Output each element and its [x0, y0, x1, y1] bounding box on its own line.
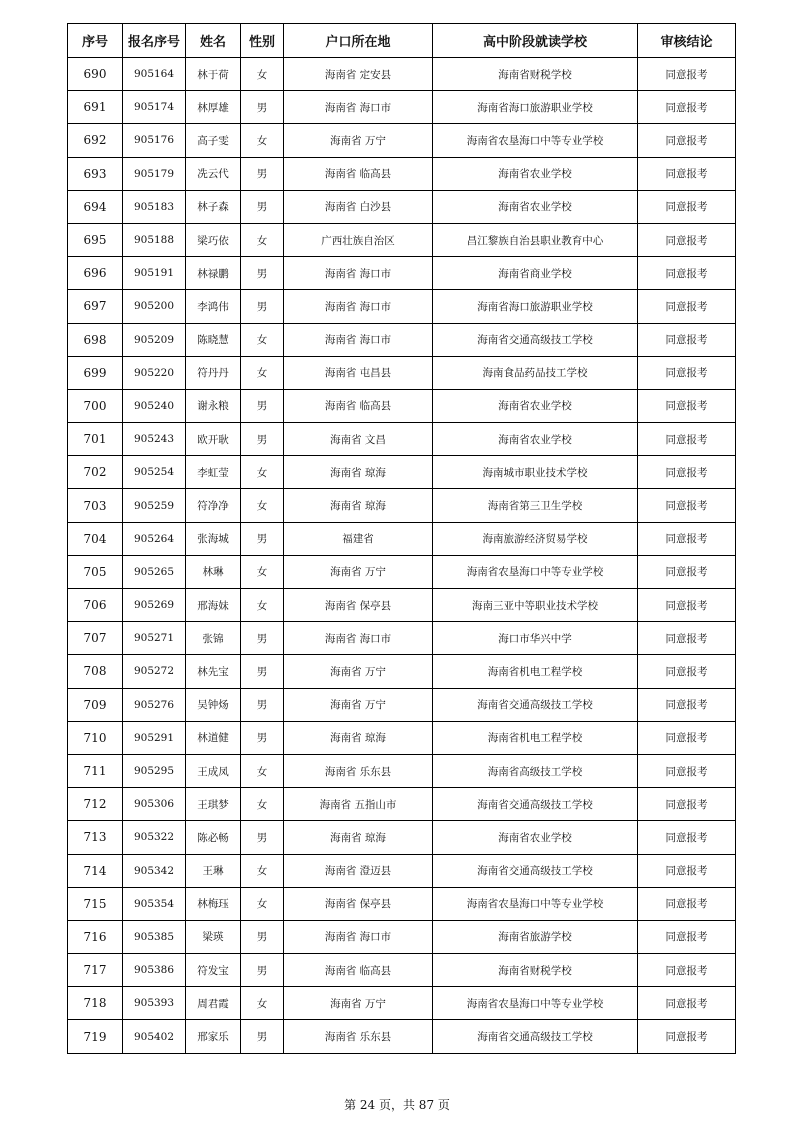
cell-hukou: 海南省 保亭县: [284, 589, 433, 622]
cell-result: 同意报考: [638, 190, 736, 223]
table-row: [68, 920, 736, 953]
cell-gender: 男: [241, 522, 284, 555]
cell-hukou: 海南省 乐东县: [284, 1020, 433, 1053]
cell-hukou: 海南省 海口市: [284, 290, 433, 323]
header-school: 高中阶段就读学校: [433, 24, 638, 58]
cell-seq: 692: [68, 124, 123, 157]
table-row: [68, 456, 736, 489]
cell-name: 邢家乐: [186, 1020, 241, 1053]
cell-hukou: 海南省 万宁: [284, 688, 433, 721]
cell-hukou: 海南省 万宁: [284, 124, 433, 157]
cell-hukou: 海南省 万宁: [284, 555, 433, 588]
cell-seq: 691: [68, 91, 123, 124]
cell-result: 同意报考: [638, 788, 736, 821]
cell-name: 王琳: [186, 854, 241, 887]
cell-reg-no: 905200: [123, 290, 186, 323]
cell-reg-no: 905272: [123, 655, 186, 688]
cell-gender: 女: [241, 356, 284, 389]
cell-hukou: 海南省 临高县: [284, 954, 433, 987]
cell-seq: 707: [68, 622, 123, 655]
cell-gender: 女: [241, 489, 284, 522]
table-row: [68, 124, 736, 157]
cell-school: 海南三亚中等职业技术学校: [433, 589, 638, 622]
cell-name: 王成凤: [186, 754, 241, 787]
cell-reg-no: 905174: [123, 91, 186, 124]
cell-gender: 男: [241, 257, 284, 290]
cell-result: 同意报考: [638, 257, 736, 290]
cell-result: 同意报考: [638, 887, 736, 920]
cell-hukou: 福建省: [284, 522, 433, 555]
cell-seq: 708: [68, 655, 123, 688]
cell-school: 海南城市职业技术学校: [433, 456, 638, 489]
cell-school: 海南省机电工程学校: [433, 721, 638, 754]
table-row: [68, 954, 736, 987]
cell-seq: 715: [68, 887, 123, 920]
cell-hukou: 海南省 屯昌县: [284, 356, 433, 389]
cell-reg-no: 905164: [123, 58, 186, 91]
cell-reg-no: 905243: [123, 423, 186, 456]
cell-name: 符丹丹: [186, 356, 241, 389]
cell-gender: 男: [241, 1020, 284, 1053]
cell-reg-no: 905393: [123, 987, 186, 1020]
cell-reg-no: 905191: [123, 257, 186, 290]
cell-name: 林梅珏: [186, 887, 241, 920]
cell-name: 林琳: [186, 555, 241, 588]
cell-name: 林于荷: [186, 58, 241, 91]
table-row: [68, 622, 736, 655]
cell-name: 林子森: [186, 190, 241, 223]
cell-reg-no: 905240: [123, 389, 186, 422]
cell-name: 梁巧依: [186, 223, 241, 256]
header-result: 审核结论: [638, 24, 736, 58]
table-row: [68, 788, 736, 821]
cell-seq: 711: [68, 754, 123, 787]
cell-school: 海南省农垦海口中等专业学校: [433, 887, 638, 920]
cell-seq: 696: [68, 257, 123, 290]
cell-gender: 男: [241, 423, 284, 456]
cell-school: 海南省海口旅游职业学校: [433, 91, 638, 124]
table-row: [68, 522, 736, 555]
cell-seq: 693: [68, 157, 123, 190]
cell-school: 海南省海口旅游职业学校: [433, 290, 638, 323]
cell-gender: 女: [241, 987, 284, 1020]
cell-hukou: 海南省 琼海: [284, 721, 433, 754]
cell-hukou: 海南省 琼海: [284, 456, 433, 489]
cell-result: 同意报考: [638, 124, 736, 157]
cell-gender: 女: [241, 754, 284, 787]
cell-gender: 男: [241, 655, 284, 688]
cell-school: 海南省农业学校: [433, 190, 638, 223]
cell-result: 同意报考: [638, 58, 736, 91]
table-row: [68, 688, 736, 721]
cell-reg-no: 905176: [123, 124, 186, 157]
table-row: [68, 821, 736, 854]
cell-seq: 695: [68, 223, 123, 256]
applicant-table: [67, 23, 736, 1054]
cell-gender: 男: [241, 821, 284, 854]
table-row: [68, 223, 736, 256]
cell-hukou: 海南省 乐东县: [284, 754, 433, 787]
cell-result: 同意报考: [638, 821, 736, 854]
cell-result: 同意报考: [638, 356, 736, 389]
cell-gender: 女: [241, 223, 284, 256]
cell-gender: 男: [241, 622, 284, 655]
cell-school: 海南旅游经济贸易学校: [433, 522, 638, 555]
cell-name: 林道健: [186, 721, 241, 754]
cell-school: 海南省农垦海口中等专业学校: [433, 555, 638, 588]
table-row: [68, 854, 736, 887]
cell-seq: 704: [68, 522, 123, 555]
header-gender: 性别: [241, 24, 284, 58]
cell-gender: 女: [241, 887, 284, 920]
cell-hukou: 海南省 琼海: [284, 821, 433, 854]
cell-school: 海南省第三卫生学校: [433, 489, 638, 522]
cell-gender: 男: [241, 389, 284, 422]
cell-reg-no: 905354: [123, 887, 186, 920]
table-row: [68, 721, 736, 754]
cell-seq: 719: [68, 1020, 123, 1053]
table-row: [68, 589, 736, 622]
cell-school: 海南省农垦海口中等专业学校: [433, 987, 638, 1020]
cell-reg-no: 905342: [123, 854, 186, 887]
cell-reg-no: 905402: [123, 1020, 186, 1053]
cell-hukou: 海南省 临高县: [284, 157, 433, 190]
cell-gender: 男: [241, 190, 284, 223]
cell-school: 海南食品药品技工学校: [433, 356, 638, 389]
cell-school: 海南省机电工程学校: [433, 655, 638, 688]
cell-name: 陈必畅: [186, 821, 241, 854]
cell-seq: 717: [68, 954, 123, 987]
cell-result: 同意报考: [638, 290, 736, 323]
cell-result: 同意报考: [638, 223, 736, 256]
header-seq: 序号: [68, 24, 123, 58]
cell-gender: 女: [241, 124, 284, 157]
cell-seq: 694: [68, 190, 123, 223]
cell-hukou: 海南省 文昌: [284, 423, 433, 456]
cell-seq: 709: [68, 688, 123, 721]
cell-school: 海南省农业学校: [433, 389, 638, 422]
header-hukou: 户口所在地: [284, 24, 433, 58]
cell-hukou: 海南省 定安县: [284, 58, 433, 91]
cell-seq: 712: [68, 788, 123, 821]
cell-school: 海南省农业学校: [433, 821, 638, 854]
cell-result: 同意报考: [638, 987, 736, 1020]
cell-reg-no: 905306: [123, 788, 186, 821]
cell-seq: 716: [68, 920, 123, 953]
cell-result: 同意报考: [638, 423, 736, 456]
cell-name: 谢永粮: [186, 389, 241, 422]
cell-hukou: 海南省 海口市: [284, 920, 433, 953]
cell-school: 海南省农垦海口中等专业学校: [433, 124, 638, 157]
cell-school: 海南省农业学校: [433, 157, 638, 190]
cell-reg-no: 905188: [123, 223, 186, 256]
table-row: [68, 423, 736, 456]
cell-result: 同意报考: [638, 489, 736, 522]
cell-school: 海南省高级技工学校: [433, 754, 638, 787]
cell-seq: 713: [68, 821, 123, 854]
cell-gender: 男: [241, 954, 284, 987]
cell-hukou: 海南省 海口市: [284, 91, 433, 124]
cell-name: 周君霞: [186, 987, 241, 1020]
table-row: [68, 58, 736, 91]
cell-school: 海南省交通高级技工学校: [433, 688, 638, 721]
cell-reg-no: 905264: [123, 522, 186, 555]
cell-hukou: 海南省 保亭县: [284, 887, 433, 920]
cell-hukou: 广西壮族自治区: [284, 223, 433, 256]
cell-hukou: 海南省 海口市: [284, 257, 433, 290]
cell-result: 同意报考: [638, 91, 736, 124]
cell-seq: 706: [68, 589, 123, 622]
table-row: [68, 555, 736, 588]
cell-reg-no: 905276: [123, 688, 186, 721]
table-row: [68, 887, 736, 920]
cell-result: 同意报考: [638, 389, 736, 422]
cell-school: 海南省交通高级技工学校: [433, 1020, 638, 1053]
cell-result: 同意报考: [638, 954, 736, 987]
table-row: [68, 323, 736, 356]
cell-school: 海南省交通高级技工学校: [433, 323, 638, 356]
cell-hukou: 海南省 琼海: [284, 489, 433, 522]
cell-result: 同意报考: [638, 854, 736, 887]
cell-hukou: 海南省 五指山市: [284, 788, 433, 821]
header-reg-no: 报名序号: [123, 24, 186, 58]
cell-name: 吴钟炀: [186, 688, 241, 721]
table-row: [68, 489, 736, 522]
cell-name: 符发宝: [186, 954, 241, 987]
cell-name: 欧开耿: [186, 423, 241, 456]
cell-reg-no: 905179: [123, 157, 186, 190]
cell-seq: 710: [68, 721, 123, 754]
cell-gender: 男: [241, 91, 284, 124]
table-row: [68, 257, 736, 290]
cell-name: 张海城: [186, 522, 241, 555]
cell-gender: 女: [241, 323, 284, 356]
cell-name: 邢海妹: [186, 589, 241, 622]
cell-reg-no: 905386: [123, 954, 186, 987]
header-name: 姓名: [186, 24, 241, 58]
cell-hukou: 海南省 万宁: [284, 655, 433, 688]
cell-gender: 女: [241, 854, 284, 887]
cell-reg-no: 905269: [123, 589, 186, 622]
table-row: [68, 754, 736, 787]
table-row: [68, 389, 736, 422]
cell-seq: 701: [68, 423, 123, 456]
cell-reg-no: 905271: [123, 622, 186, 655]
cell-seq: 700: [68, 389, 123, 422]
cell-gender: 男: [241, 920, 284, 953]
cell-reg-no: 905295: [123, 754, 186, 787]
cell-reg-no: 905209: [123, 323, 186, 356]
cell-seq: 703: [68, 489, 123, 522]
cell-name: 高子雯: [186, 124, 241, 157]
cell-hukou: 海南省 白沙县: [284, 190, 433, 223]
cell-reg-no: 905385: [123, 920, 186, 953]
cell-name: 冼云代: [186, 157, 241, 190]
table-header-row: [68, 24, 736, 58]
cell-hukou: 海南省 临高县: [284, 389, 433, 422]
cell-result: 同意报考: [638, 157, 736, 190]
cell-gender: 男: [241, 721, 284, 754]
cell-hukou: 海南省 万宁: [284, 987, 433, 1020]
cell-reg-no: 905259: [123, 489, 186, 522]
cell-gender: 男: [241, 157, 284, 190]
cell-seq: 702: [68, 456, 123, 489]
table-body: [68, 58, 736, 1054]
cell-gender: 男: [241, 290, 284, 323]
table-row: [68, 655, 736, 688]
cell-result: 同意报考: [638, 688, 736, 721]
table-row: [68, 157, 736, 190]
cell-name: 李鸿伟: [186, 290, 241, 323]
cell-reg-no: 905322: [123, 821, 186, 854]
cell-school: 海南省财税学校: [433, 954, 638, 987]
cell-result: 同意报考: [638, 1020, 736, 1053]
cell-result: 同意报考: [638, 920, 736, 953]
cell-hukou: 海南省 海口市: [284, 323, 433, 356]
cell-school: 海南省农业学校: [433, 423, 638, 456]
table-row: [68, 987, 736, 1020]
cell-seq: 697: [68, 290, 123, 323]
cell-result: 同意报考: [638, 622, 736, 655]
cell-seq: 690: [68, 58, 123, 91]
cell-school: 海南省商业学校: [433, 257, 638, 290]
cell-gender: 女: [241, 788, 284, 821]
cell-name: 陈晓慧: [186, 323, 241, 356]
cell-reg-no: 905220: [123, 356, 186, 389]
cell-reg-no: 905254: [123, 456, 186, 489]
cell-name: 符净净: [186, 489, 241, 522]
cell-school: 海南省交通高级技工学校: [433, 854, 638, 887]
cell-result: 同意报考: [638, 589, 736, 622]
cell-name: 梁瑛: [186, 920, 241, 953]
cell-result: 同意报考: [638, 754, 736, 787]
cell-name: 李虹莹: [186, 456, 241, 489]
cell-reg-no: 905265: [123, 555, 186, 588]
cell-result: 同意报考: [638, 522, 736, 555]
cell-hukou: 海南省 海口市: [284, 622, 433, 655]
cell-result: 同意报考: [638, 323, 736, 356]
cell-seq: 698: [68, 323, 123, 356]
table-row: [68, 190, 736, 223]
cell-result: 同意报考: [638, 456, 736, 489]
cell-reg-no: 905183: [123, 190, 186, 223]
page-number: 第 24 页，共 87 页: [344, 1098, 450, 1112]
cell-seq: 718: [68, 987, 123, 1020]
cell-school: 海南省交通高级技工学校: [433, 788, 638, 821]
cell-seq: 699: [68, 356, 123, 389]
cell-name: 张锦: [186, 622, 241, 655]
cell-name: 林先宝: [186, 655, 241, 688]
cell-gender: 女: [241, 58, 284, 91]
cell-gender: 女: [241, 555, 284, 588]
cell-school: 昌江黎族自治县职业教育中心: [433, 223, 638, 256]
cell-gender: 男: [241, 688, 284, 721]
cell-seq: 714: [68, 854, 123, 887]
cell-seq: 705: [68, 555, 123, 588]
cell-hukou: 海南省 澄迈县: [284, 854, 433, 887]
table-row: [68, 1020, 736, 1053]
cell-school: 海南省旅游学校: [433, 920, 638, 953]
cell-result: 同意报考: [638, 555, 736, 588]
cell-name: 林禄鹏: [186, 257, 241, 290]
cell-name: 林厚雄: [186, 91, 241, 124]
cell-school: 海口市华兴中学: [433, 622, 638, 655]
cell-school: 海南省财税学校: [433, 58, 638, 91]
table-row: [68, 356, 736, 389]
cell-gender: 女: [241, 589, 284, 622]
cell-name: 王琪梦: [186, 788, 241, 821]
cell-reg-no: 905291: [123, 721, 186, 754]
cell-gender: 女: [241, 456, 284, 489]
cell-result: 同意报考: [638, 655, 736, 688]
table-row: [68, 91, 736, 124]
table-row: [68, 290, 736, 323]
cell-result: 同意报考: [638, 721, 736, 754]
